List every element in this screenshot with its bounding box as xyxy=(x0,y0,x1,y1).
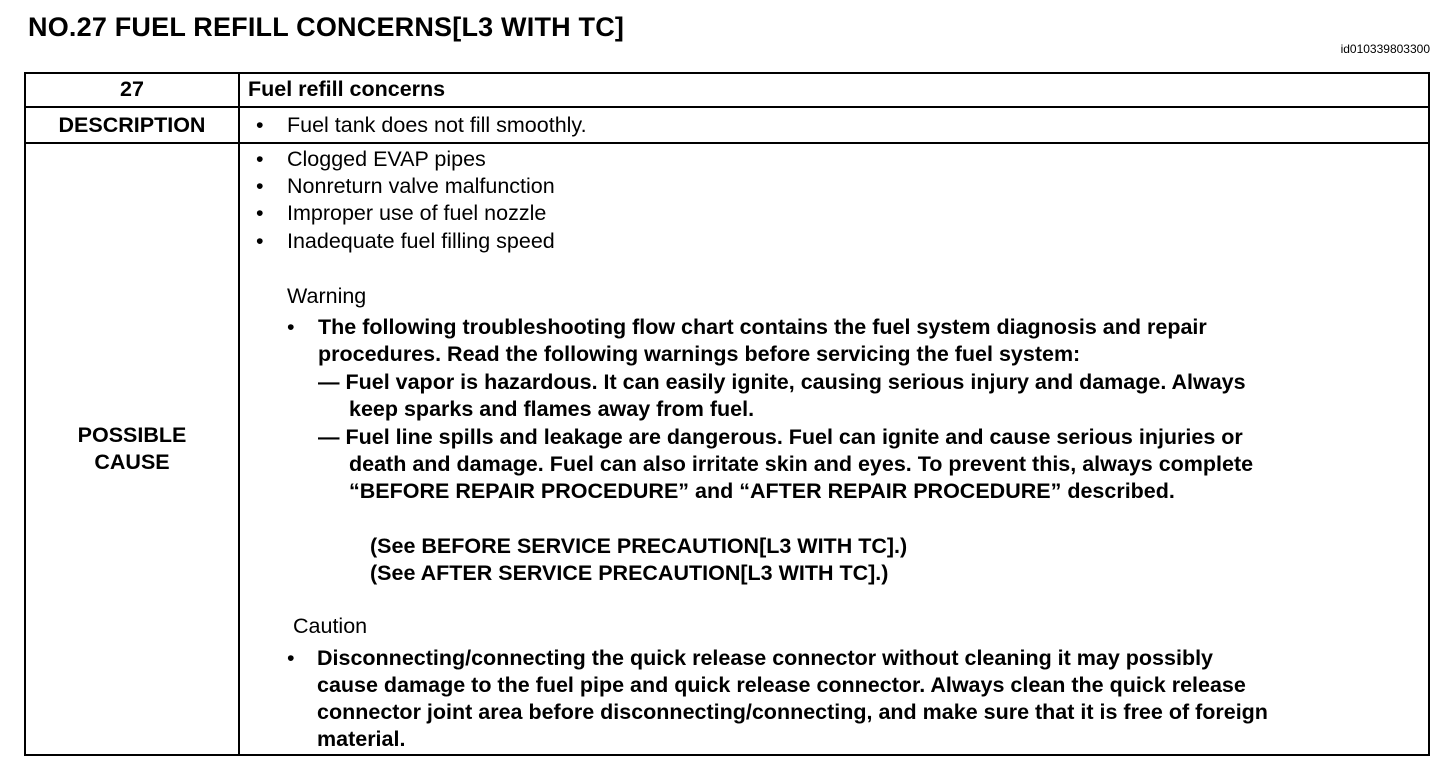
row-title: Fuel refill concerns xyxy=(248,77,446,101)
caution-text-line: connector joint area before disconnecting/connecting, and make sure that it is free of foreign xyxy=(317,700,1268,724)
bullet-icon: • xyxy=(287,315,295,339)
warning-heading: Warning xyxy=(287,284,367,308)
possible-cause-label-line1: POSSIBLE xyxy=(77,423,187,447)
description-label: DESCRIPTION xyxy=(58,113,206,137)
bullet-icon: • xyxy=(256,174,264,198)
caution-text-line: material. xyxy=(317,727,406,751)
table-column-divider xyxy=(238,72,240,756)
cause-item: Improper use of fuel nozzle xyxy=(287,201,547,225)
bullet-icon: • xyxy=(256,229,264,253)
table-border-left xyxy=(24,72,26,756)
page-title: NO.27 FUEL REFILL CONCERNS[L3 WITH TC] xyxy=(28,12,625,42)
description-item: Fuel tank does not fill smoothly. xyxy=(287,113,587,137)
warning-dash-item: — Fuel line spills and leakage are dangerous. Fuel can ignite and cause serious injuries or xyxy=(318,425,1243,449)
bullet-icon: • xyxy=(256,147,264,171)
row-number: 27 xyxy=(120,77,144,101)
table-border-right xyxy=(1428,72,1430,756)
table-border-bottom xyxy=(24,754,1430,756)
cause-item: Inadequate fuel filling speed xyxy=(287,229,555,253)
table-divider-2 xyxy=(24,142,1430,144)
bullet-icon: • xyxy=(287,646,295,670)
warning-dash-item-continued: keep sparks and flames away from fuel. xyxy=(349,397,755,421)
cause-item: Clogged EVAP pipes xyxy=(287,147,486,171)
table-border-top xyxy=(24,72,1430,74)
warning-dash-item-continued: “BEFORE REPAIR PROCEDURE” and “AFTER REPAIR PROCEDURE” described. xyxy=(349,479,1175,503)
caution-heading: Caution xyxy=(293,614,368,638)
table-divider-1 xyxy=(24,106,1430,108)
bullet-icon: • xyxy=(256,201,264,225)
possible-cause-label-line2: CAUSE xyxy=(94,450,170,474)
bullet-icon: • xyxy=(256,113,264,137)
document-id: id010339803300 xyxy=(1340,42,1430,56)
warning-dash-item-continued: death and damage. Fuel can also irritate skin and eyes. To prevent this, always complete xyxy=(349,452,1254,476)
caution-text-line: Disconnecting/connecting the quick release connector without cleaning it may possibly xyxy=(317,646,1214,670)
warning-dash-item: — Fuel vapor is hazardous. It can easily ignite, causing serious injury and damage. Always xyxy=(318,370,1246,394)
warning-text-line: The following troubleshooting flow chart contains the fuel system diagnosis and repair xyxy=(318,315,1207,339)
warning-text-line: procedures. Read the following warnings before servicing the fuel system: xyxy=(318,342,1081,366)
cause-item: Nonreturn valve malfunction xyxy=(287,174,555,198)
see-after-service-link[interactable]: (See AFTER SERVICE PRECAUTION[L3 WITH TC].) xyxy=(370,561,889,585)
see-before-service-link[interactable]: (See BEFORE SERVICE PRECAUTION[L3 WITH TC].) xyxy=(370,534,908,558)
caution-text-line: cause damage to the fuel pipe and quick release connector. Always clean the quick release xyxy=(317,673,1246,697)
